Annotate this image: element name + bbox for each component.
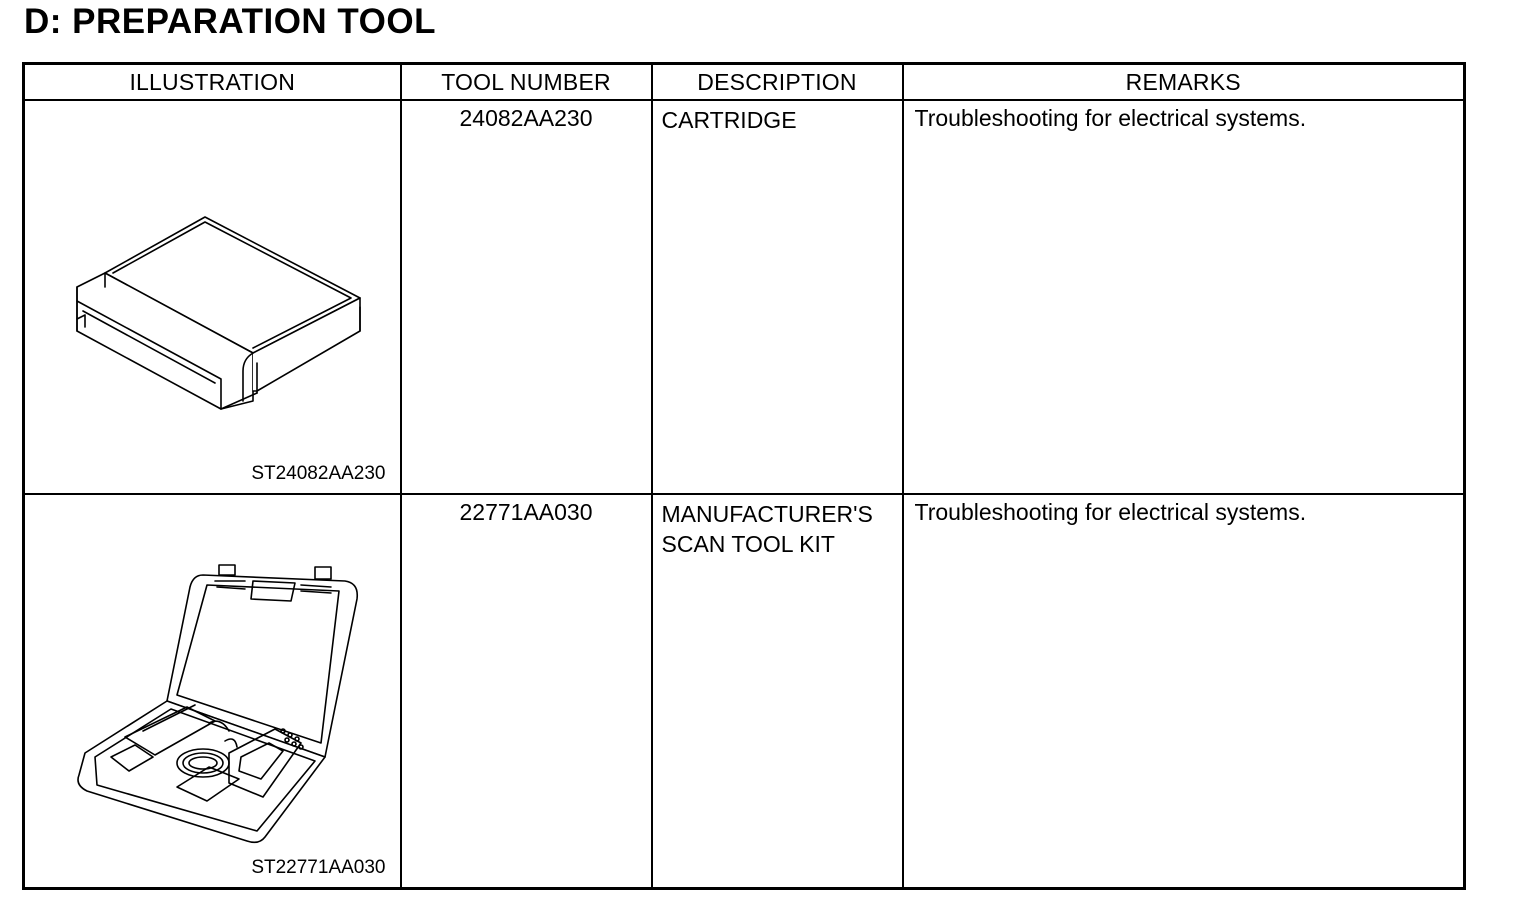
illustration-code: ST24082AA230 [251, 463, 386, 484]
description-cell [652, 100, 903, 494]
description-line: CARTRIDGE [661, 107, 797, 133]
page-title: D: PREPARATION TOOL [24, 2, 436, 41]
scan-tool-kit-illustration-icon [25, 495, 402, 883]
header-description: DESCRIPTION [652, 64, 903, 101]
remarks-cell: Troubleshooting for electrical systems. [903, 494, 1465, 889]
description-line: SCAN TOOL KIT [661, 531, 835, 557]
preparation-tool-table [22, 62, 1466, 890]
cartridge-illustration-icon [25, 101, 402, 489]
tool-number-cell: 22771AA030 [401, 494, 652, 889]
description-cell [652, 494, 903, 889]
illustration-cell [24, 494, 401, 889]
remarks-cell: Troubleshooting for electrical systems. [903, 100, 1465, 494]
tool-number-cell: 24082AA230 [401, 100, 652, 494]
header-tool-number: TOOL NUMBER [401, 64, 652, 101]
table-row [24, 494, 1465, 889]
header-remarks: REMARKS [903, 64, 1465, 101]
description-line: MANUFACTURER'S [661, 501, 873, 527]
header-illustration: ILLUSTRATION [24, 64, 401, 101]
illustration-code: ST22771AA030 [251, 857, 386, 878]
table-row [24, 100, 1465, 494]
illustration-cell [24, 100, 401, 494]
table-header-row [24, 64, 1465, 101]
